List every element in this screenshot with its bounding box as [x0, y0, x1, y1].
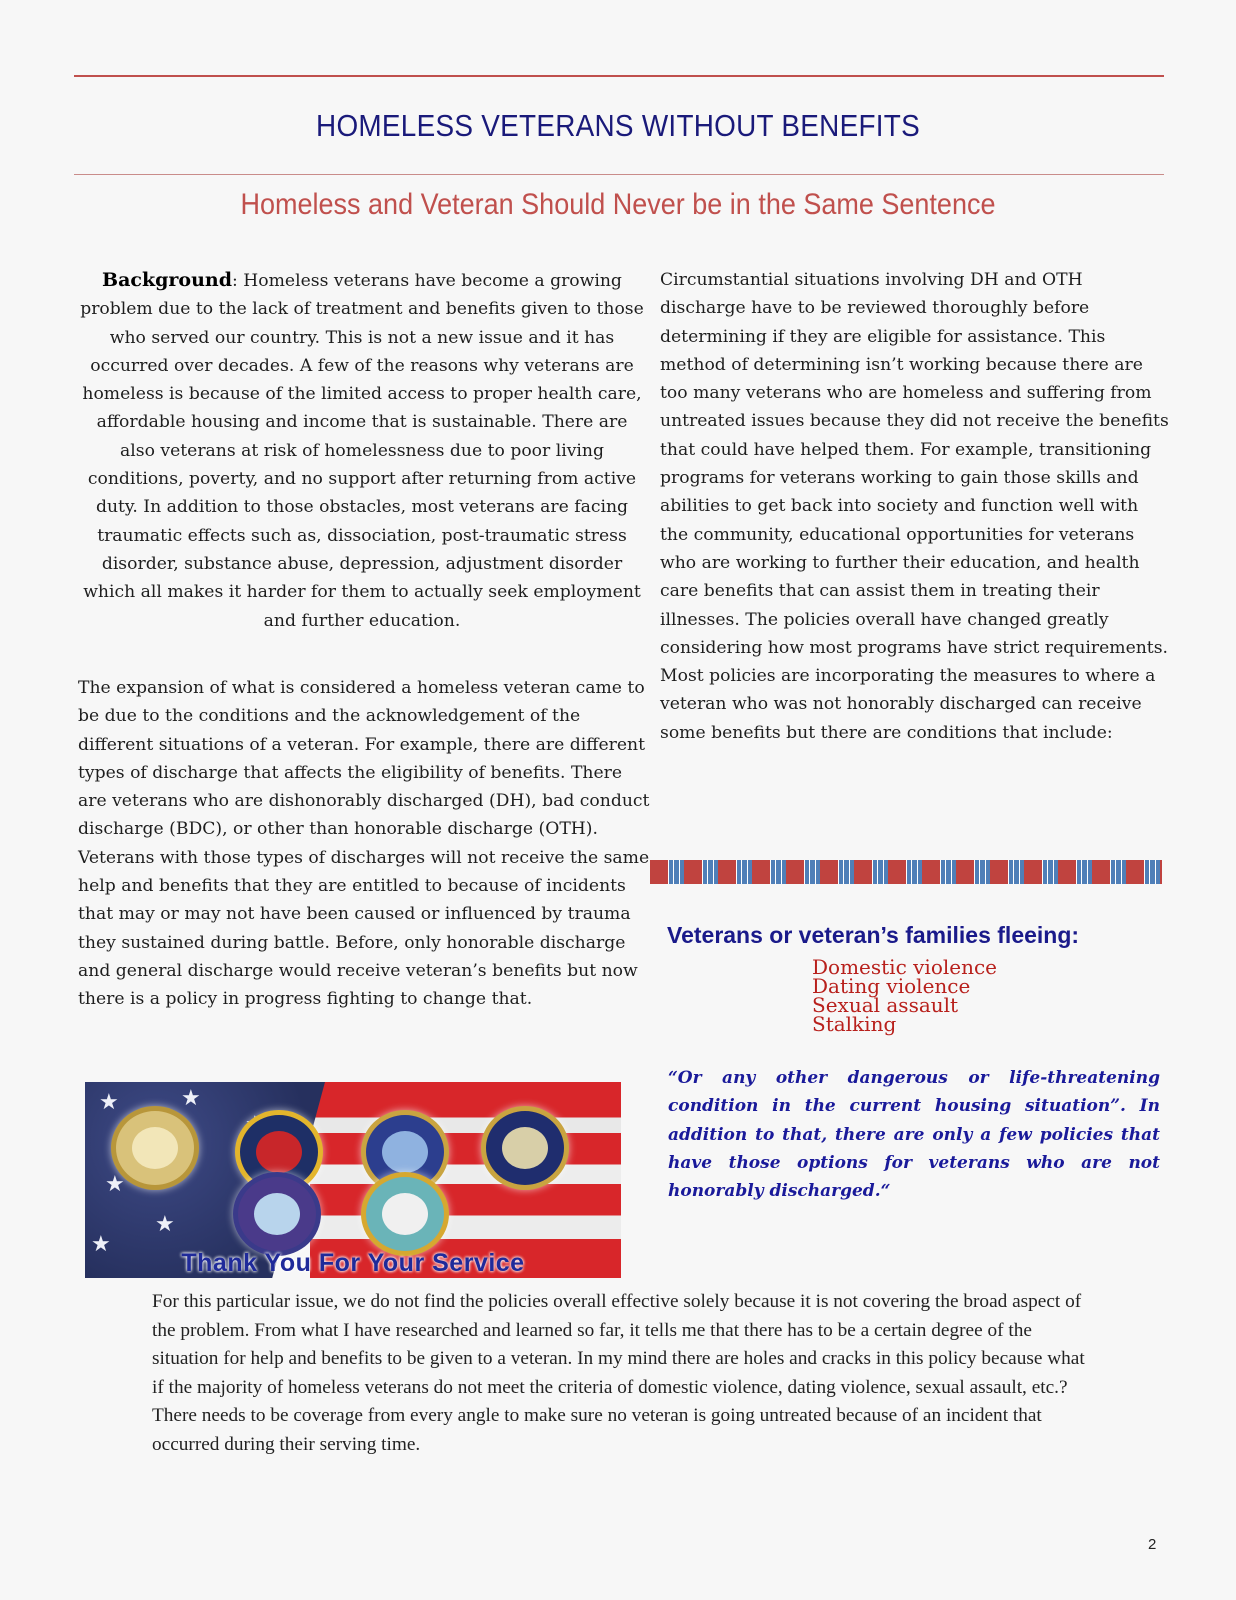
conclusion-paragraph: For this particular issue, we do not find the policies overall effective solely because it is not covering the broad aspect of the problem. From what I have researched and learned so far, it tells me that there has to be a certain degree of the situation for help and benefits to be given to a veteran. In my mind there are holes and cracks in this policy because what if the majority of homeless veterans do not meet the criteria of domestic violence, dating violence, sexual assault, etc.? There needs to be coverage from every angle to make sure no veteran is going untreated because of an incident that occurred during their serving time.	[152, 1291, 1085, 1455]
star-icon: ★	[91, 1232, 111, 1257]
circumstantial-paragraph: Circumstantial situations involving DH and OTH discharge have to be reviewed thoroughly before determining if they are eligible for assistance. This method of determining isn’t working because there are too many veterans who are homeless and suffering from untreated issues because they did not receive the benefits that could have helped them. For example, transitioning programs for veterans working to gain those skills and abilities to get back into society and function well with the community, educational opportunities for veterans who are working to further their education, and health care benefits that can assist them in treating their illnesses. The policies overall have changed greatly considering how most programs have strict requirements. Most policies are incorporating the measures to where a veteran who was not honorably discharged can receive some benefits but there are conditions that include:	[660, 270, 1169, 743]
page-subtitle: Homeless and Veteran Should Never be in the Same Sentence	[240, 188, 996, 221]
background-label: Background	[102, 269, 233, 291]
policy-quote: “Or any other dangerous or life-threatening condition in the current housing situation”. In addition to that, there are only a few policies that have those options for veterans who are not honorably discharged.“	[668, 1068, 1160, 1202]
background-paragraph	[78, 266, 646, 635]
list-item: Stalking	[812, 1012, 897, 1036]
title-divider	[74, 174, 1164, 175]
list-item: Sexual assault	[812, 993, 959, 1017]
fleeing-list	[812, 955, 998, 1036]
coast-guard-seal-icon	[361, 1172, 449, 1256]
star-icon: ★	[105, 1172, 125, 1197]
fleeing-heading: Veterans or veteran’s families fleeing:	[667, 922, 1080, 948]
army-national-guard-seal-icon	[233, 1172, 321, 1256]
star-icon: ★	[181, 1086, 201, 1111]
page-title: HOMELESS VETERANS WITHOUT BENEFITS	[316, 108, 920, 143]
page-number: 2	[1148, 1536, 1157, 1553]
military-seals-flag-image	[85, 1082, 621, 1278]
expansion-paragraph: The expansion of what is considered a homeless veteran came to be due to the conditions and the acknowledgement of the different situations of a veteran. For example, there are different types of discharge that affects the eligibility of benefits. There are veterans who are dishonorably discharged (DH), bad conduct discharge (BDC), or other than honorable discharge (OTH). Veterans with those types of discharges will not receive the same help and benefits that they are entitled to because of incidents that may or may not have been caused or influenced by trauma they sustained during battle. Before, only honorable discharge and general discharge would receive veteran’s benefits but now there is a policy in progress fighting to change that.	[78, 678, 650, 1010]
top-divider	[74, 75, 1164, 77]
list-item: Domestic violence	[812, 955, 998, 979]
navy-seal-icon	[481, 1106, 569, 1190]
image-caption: Thank You For Your Service	[181, 1249, 525, 1277]
army-seal-icon	[111, 1106, 199, 1190]
star-icon: ★	[155, 1212, 175, 1237]
star-icon: ★	[99, 1090, 119, 1115]
decorative-stripe-divider	[650, 860, 1162, 884]
background-text: : Homeless veterans have become a growing problem due to the lack of treatment and benefits given to those who served our country. This is not a new issue and it has occurred over decades. A few of the reasons why veterans are homeless is because of the limited access to proper health care, affordable housing and income that is sustainable. There are also veterans at risk of homelessness due to poor living conditions, poverty, and no support after returning from active duty. In addition to those obstacles, most veterans are facing traumatic effects such as, dissociation, post-traumatic stress disorder, substance abuse, depression, adjustment disorder which all makes it harder for them to actually seek employment and further education.	[80, 271, 644, 631]
list-item: Dating violence	[812, 974, 971, 998]
